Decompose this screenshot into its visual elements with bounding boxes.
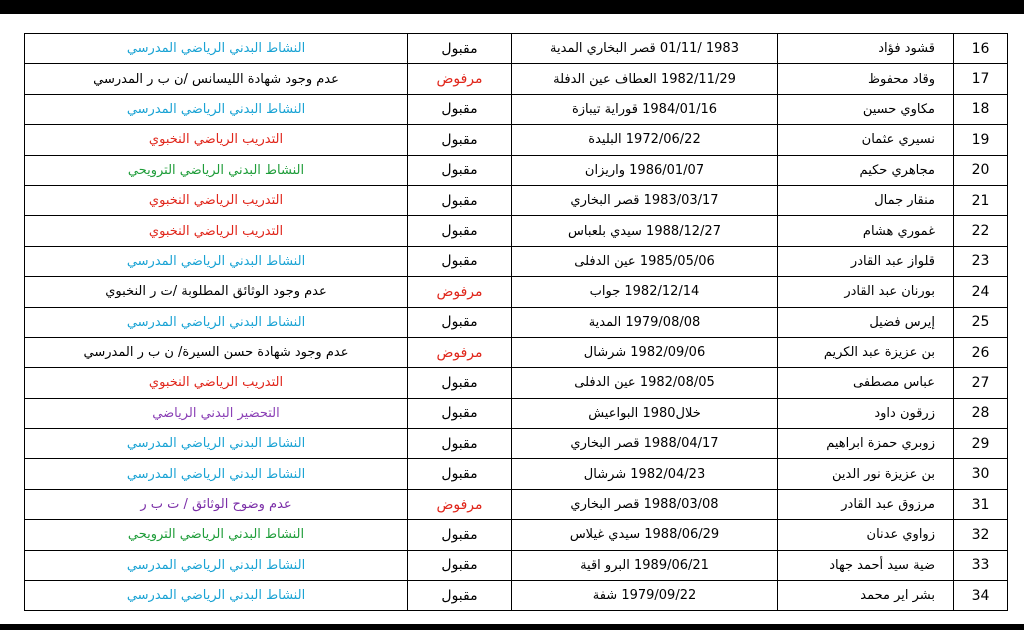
row-number-cell: 16 xyxy=(954,34,1008,64)
row-number-cell: 24 xyxy=(954,277,1008,307)
table-row xyxy=(25,246,1008,276)
status-cell: مقبول xyxy=(408,581,512,611)
status-cell: مقبول xyxy=(408,307,512,337)
specialty-cell: عدم وضوح الوثائق / ت ب ر xyxy=(25,489,408,519)
specialty-cell: التدريب الرياضي النخبوي xyxy=(25,185,408,215)
status-cell: مقبول xyxy=(408,216,512,246)
birth-date-place-cell: 1989/06/21 البرو اقية xyxy=(512,550,778,580)
specialty-cell: النشاط البدني الرياضي الترويحي xyxy=(25,520,408,550)
specialty-cell: النشاط البدني الرياضي المدرسي xyxy=(25,550,408,580)
row-number-cell: 31 xyxy=(954,489,1008,519)
row-number-cell: 20 xyxy=(954,155,1008,185)
specialty-cell: عدم وجود الوثائق المطلوبة /ت ر النخبوي xyxy=(25,277,408,307)
table-row xyxy=(25,337,1008,367)
specialty-cell: التحضير البدني الرياضي xyxy=(25,398,408,428)
birth-date-place-cell: 1979/08/08 المدية xyxy=(512,307,778,337)
status-cell: مرفوض xyxy=(408,64,512,94)
status-cell: مقبول xyxy=(408,459,512,489)
specialty-cell: النشاط البدني الرياضي الترويحي xyxy=(25,155,408,185)
status-cell: مقبول xyxy=(408,185,512,215)
candidate-name-cell: منقار جمال xyxy=(778,185,954,215)
status-cell: مقبول xyxy=(408,429,512,459)
row-number-cell: 25 xyxy=(954,307,1008,337)
candidate-name-cell: قلواز عبد القادر xyxy=(778,246,954,276)
table-row xyxy=(25,94,1008,124)
row-number-cell: 32 xyxy=(954,520,1008,550)
table-row xyxy=(25,216,1008,246)
row-number-cell: 23 xyxy=(954,246,1008,276)
candidate-name-cell: وقاد محفوظ xyxy=(778,64,954,94)
birth-date-place-cell: 1979/09/22 شفة xyxy=(512,581,778,611)
row-number-cell: 33 xyxy=(954,550,1008,580)
birth-date-place-cell: 1988/06/29 سيدي غيلاس xyxy=(512,520,778,550)
birth-date-place-cell: 1986/01/07 واريزان xyxy=(512,155,778,185)
specialty-cell: النشاط البدني الرياضي المدرسي xyxy=(25,34,408,64)
candidate-name-cell: بورنان عبد القادر xyxy=(778,277,954,307)
birth-date-place-cell: 1982/08/05 عين الدفلى xyxy=(512,368,778,398)
status-cell: مقبول xyxy=(408,520,512,550)
status-cell: مقبول xyxy=(408,398,512,428)
table-row xyxy=(25,155,1008,185)
birth-date-place-cell: خلال1980 البواعيش xyxy=(512,398,778,428)
row-number-cell: 18 xyxy=(954,94,1008,124)
candidate-name-cell: قشود فؤاد xyxy=(778,34,954,64)
candidate-name-cell: مرزوق عبد القادر xyxy=(778,489,954,519)
candidate-name-cell: زوبري حمزة ابراهيم xyxy=(778,429,954,459)
table-row xyxy=(25,398,1008,428)
row-number-cell: 26 xyxy=(954,337,1008,367)
status-cell: مرفوض xyxy=(408,337,512,367)
birth-date-place-cell: 1984/01/16 قوراية تيبازة xyxy=(512,94,778,124)
birth-date-place-cell: 1988/04/17 قصر البخاري xyxy=(512,429,778,459)
candidate-name-cell: مكاوي حسين xyxy=(778,94,954,124)
table-row xyxy=(25,429,1008,459)
specialty-cell: التدريب الرياضي النخبوي xyxy=(25,216,408,246)
candidate-name-cell: نسيري عثمان xyxy=(778,125,954,155)
table-row xyxy=(25,277,1008,307)
candidate-name-cell: غموري هشام xyxy=(778,216,954,246)
row-number-cell: 34 xyxy=(954,581,1008,611)
table-row xyxy=(25,34,1008,64)
status-cell: مقبول xyxy=(408,155,512,185)
table-row xyxy=(25,125,1008,155)
birth-date-place-cell: 1988/03/08 قصر البخاري xyxy=(512,489,778,519)
candidate-name-cell: ضية سيد أحمد جهاد xyxy=(778,550,954,580)
table-row xyxy=(25,459,1008,489)
birth-date-place-cell: 1983/03/17 قصر البخاري xyxy=(512,185,778,215)
results-table xyxy=(24,33,1008,611)
results-table-body xyxy=(25,34,1008,611)
row-number-cell: 29 xyxy=(954,429,1008,459)
table-row xyxy=(25,489,1008,519)
specialty-cell: التدريب الرياضي النخبوي xyxy=(25,368,408,398)
candidate-name-cell: زرقون داود xyxy=(778,398,954,428)
specialty-cell: النشاط البدني الرياضي المدرسي xyxy=(25,94,408,124)
specialty-cell: النشاط البدني الرياضي المدرسي xyxy=(25,581,408,611)
row-number-cell: 22 xyxy=(954,216,1008,246)
table-row xyxy=(25,185,1008,215)
specialty-cell: عدم وجود شهادة الليسانس /ن ب ر المدرسي xyxy=(25,64,408,94)
birth-date-place-cell: 1982/11/29 العطاف عين الدفلة xyxy=(512,64,778,94)
table-row xyxy=(25,581,1008,611)
specialty-cell: النشاط البدني الرياضي المدرسي xyxy=(25,429,408,459)
candidate-name-cell: إيرس فضيل xyxy=(778,307,954,337)
specialty-cell: التدريب الرياضي النخبوي xyxy=(25,125,408,155)
candidate-name-cell: عباس مصطفى xyxy=(778,368,954,398)
row-number-cell: 17 xyxy=(954,64,1008,94)
birth-date-place-cell: 1982/12/14 جواب xyxy=(512,277,778,307)
specialty-cell: النشاط البدني الرياضي المدرسي xyxy=(25,246,408,276)
document-page xyxy=(0,14,1024,624)
table-row xyxy=(25,520,1008,550)
table-row xyxy=(25,550,1008,580)
status-cell: مرفوض xyxy=(408,277,512,307)
table-row xyxy=(25,64,1008,94)
table-row xyxy=(25,368,1008,398)
candidate-name-cell: بشر اير محمد xyxy=(778,581,954,611)
status-cell: مقبول xyxy=(408,246,512,276)
status-cell: مقبول xyxy=(408,34,512,64)
status-cell: مرفوض xyxy=(408,489,512,519)
specialty-cell: عدم وجود شهادة حسن السيرة/ ن ب ر المدرسي xyxy=(25,337,408,367)
specialty-cell: النشاط البدني الرياضي المدرسي xyxy=(25,307,408,337)
candidate-name-cell: بن عزيزة نور الدين xyxy=(778,459,954,489)
row-number-cell: 28 xyxy=(954,398,1008,428)
row-number-cell: 21 xyxy=(954,185,1008,215)
status-cell: مقبول xyxy=(408,94,512,124)
candidate-name-cell: بن عزيزة عبد الكريم xyxy=(778,337,954,367)
birth-date-place-cell: 1982/04/23 شرشال xyxy=(512,459,778,489)
birth-date-place-cell: 1985/05/06 عين الدفلى xyxy=(512,246,778,276)
birth-date-place-cell: 1988/12/27 سيدي بلعباس xyxy=(512,216,778,246)
birth-date-place-cell: 1982/09/06 شرشال xyxy=(512,337,778,367)
birth-date-place-cell: 1983 /01/11 قصر البخاري المدية xyxy=(512,34,778,64)
candidate-name-cell: زواوي عدنان xyxy=(778,520,954,550)
specialty-cell: النشاط البدني الرياضي المدرسي xyxy=(25,459,408,489)
status-cell: مقبول xyxy=(408,550,512,580)
row-number-cell: 19 xyxy=(954,125,1008,155)
candidate-name-cell: مجاهري حكيم xyxy=(778,155,954,185)
row-number-cell: 27 xyxy=(954,368,1008,398)
row-number-cell: 30 xyxy=(954,459,1008,489)
status-cell: مقبول xyxy=(408,125,512,155)
birth-date-place-cell: 1972/06/22 البليدة xyxy=(512,125,778,155)
status-cell: مقبول xyxy=(408,368,512,398)
table-row xyxy=(25,307,1008,337)
